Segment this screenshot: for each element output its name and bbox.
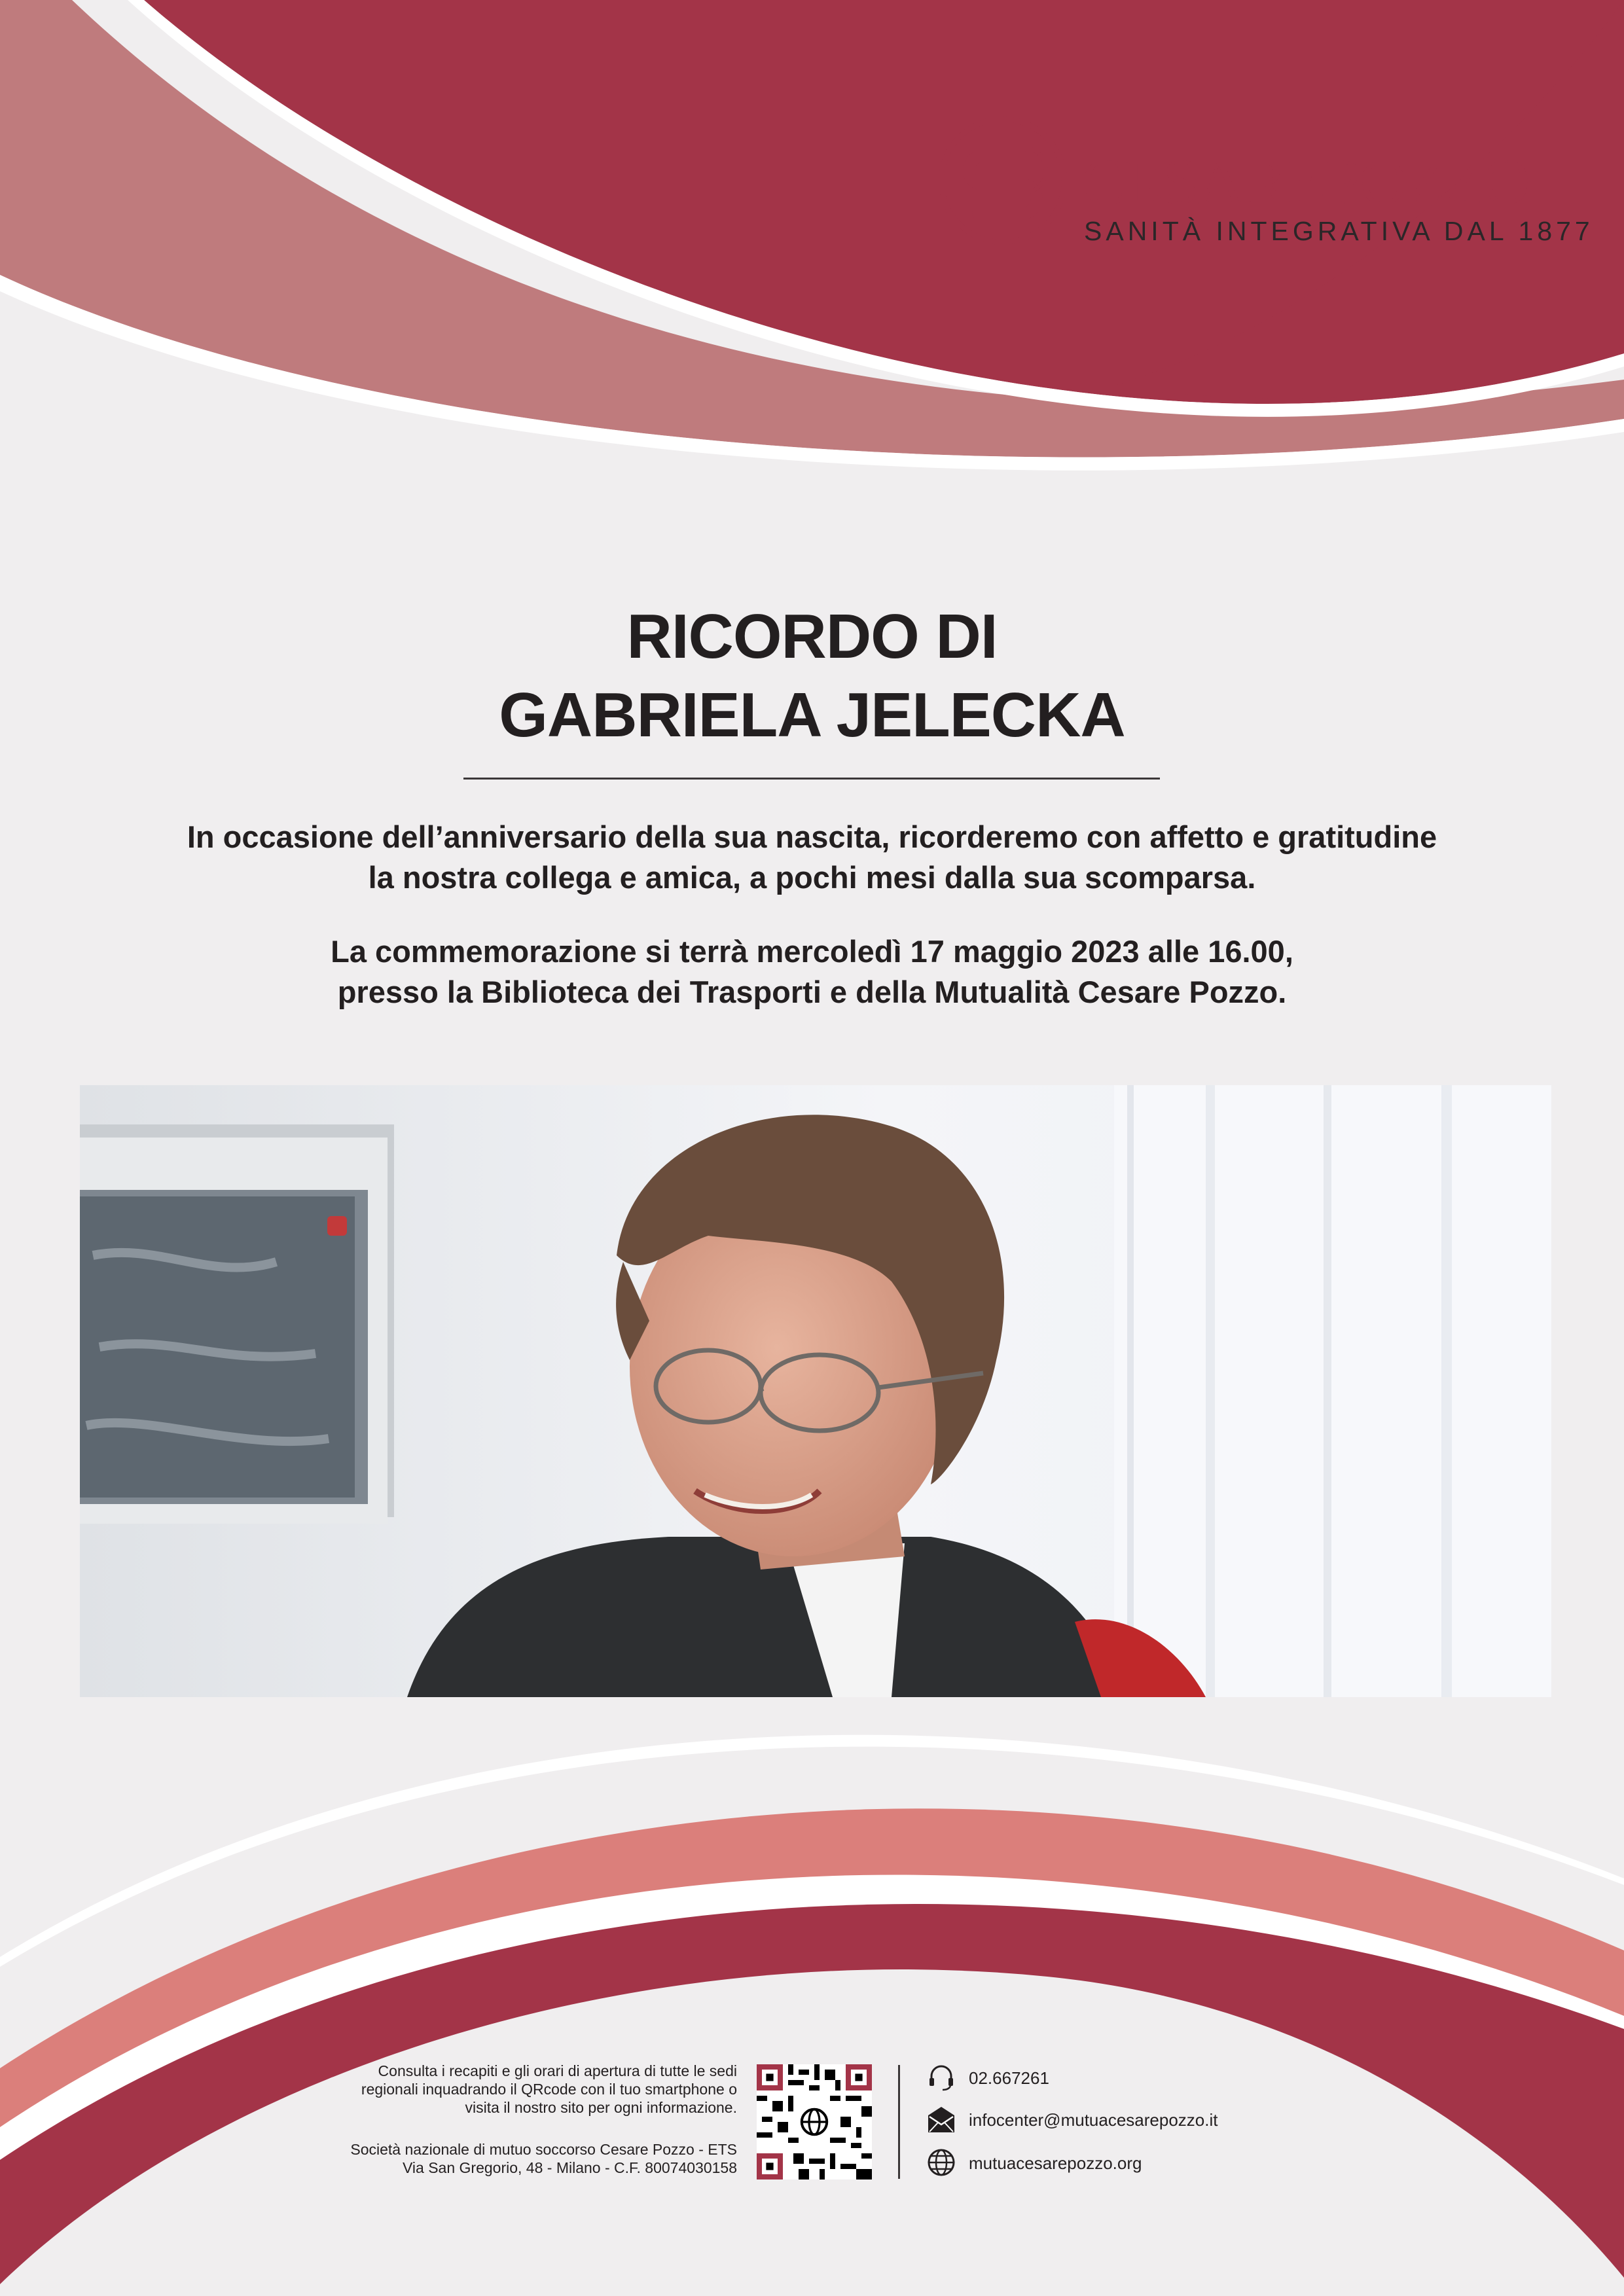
title-line-2: GABRIELA JELECKA	[499, 680, 1125, 750]
footer-company-line-1: Società nazionale di mutuo soccorso Cesare Pozzo - ETS	[350, 2141, 737, 2158]
brand-tagline: SANITÀ INTEGRATIVA DAL 1877	[1084, 216, 1594, 246]
title-line-1: RICORDO DI	[626, 601, 998, 672]
headset-icon	[926, 2062, 957, 2093]
portrait-photo	[80, 1085, 1551, 1697]
envelope-icon	[926, 2104, 957, 2135]
footer-info-line-2: regionali inquadrando il QRcode con il tuo smartphone o	[361, 2081, 737, 2098]
footer-info-line-3: visita il nostro sito per ogni informazione.	[465, 2099, 737, 2116]
title-divider	[463, 778, 1160, 780]
qr-code[interactable]	[757, 2064, 872, 2179]
intro-line-2: la nostra collega e amica, a pochi mesi dalla sua scomparsa.	[368, 860, 1256, 895]
footer-info	[288, 2062, 737, 2117]
event-line-1: La commemorazione si terrà mercoledì 17 maggio 2023 alle 16.00,	[331, 934, 1293, 969]
phone-number[interactable]: 02.667261	[969, 2068, 1049, 2088]
email-address[interactable]: infocenter@mutuacesarepozzo.it	[969, 2110, 1218, 2130]
brand-name: CESAREPOZZO	[1081, 145, 1529, 218]
logo-mark-icon	[937, 115, 1068, 246]
footer-info-line-1: Consulta i recapiti e gli orari di apertura di tutte le sedi	[378, 2062, 737, 2079]
footer-divider	[898, 2065, 900, 2179]
footer-company	[288, 2140, 737, 2177]
event-line-2: presso la Biblioteca dei Trasporti e della Mutualità Cesare Pozzo.	[337, 975, 1287, 1009]
website-url[interactable]: mutuacesarepozzo.org	[969, 2153, 1142, 2173]
intro-line-1: In occasione dell’anniversario della sua nascita, ricorderemo con affetto e gratitudine	[187, 819, 1437, 854]
footer-company-line-2: Via San Gregorio, 48 - Milano - C.F. 80074030158	[403, 2159, 737, 2176]
globe-icon	[926, 2147, 957, 2178]
cesare-pozzo-logo	[937, 115, 1594, 253]
